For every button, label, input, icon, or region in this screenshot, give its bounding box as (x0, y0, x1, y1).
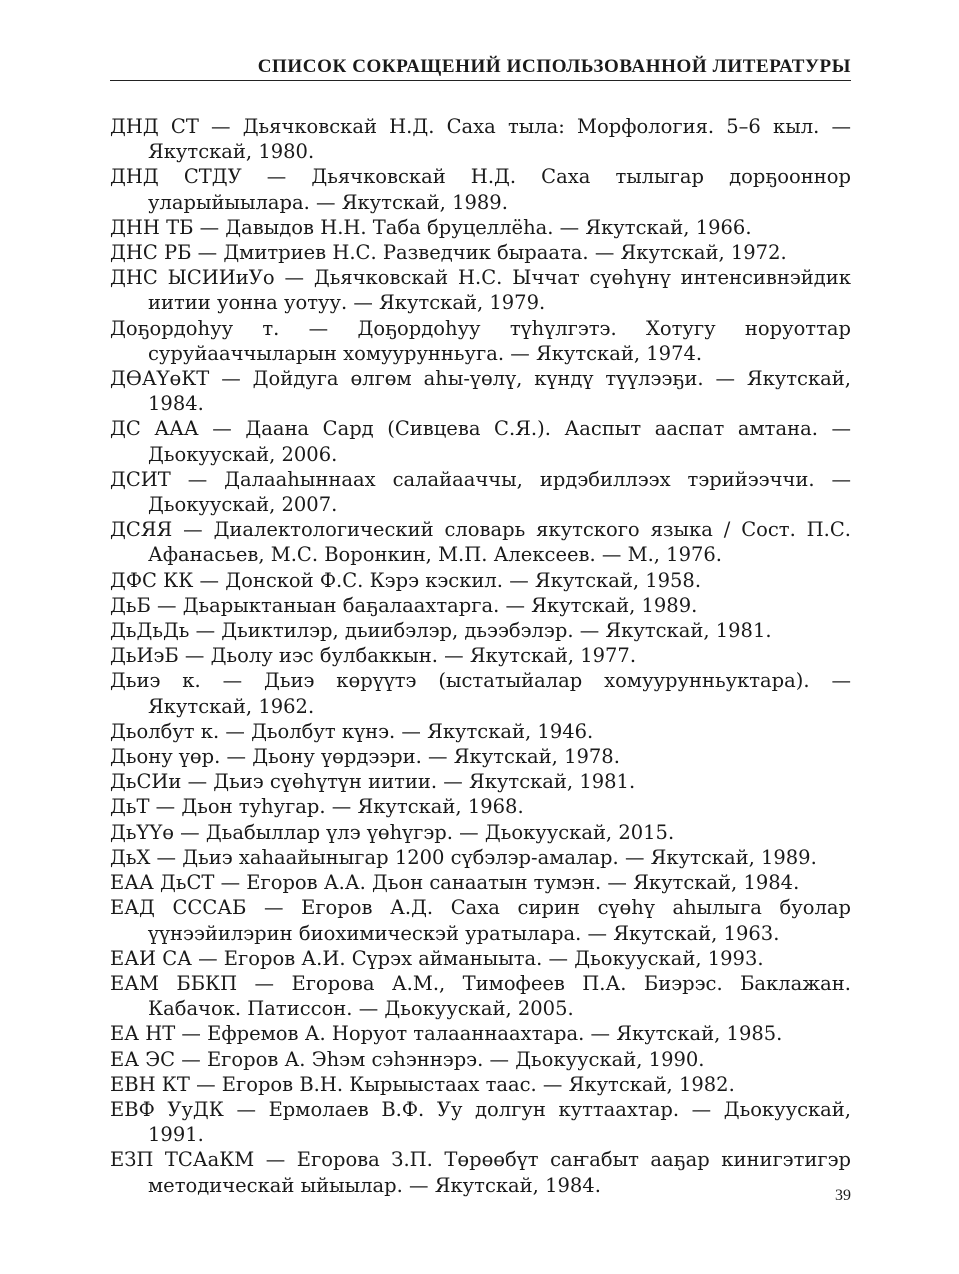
list-item: ДьБ — Дьарыктаныан баҕалаахтарга. — Якутскай, 1989. (110, 593, 698, 617)
list-item: ДНД СТ — Дьячковскай Н.Д. Саха тыла: Морфология. 5–6 кыл. — Якутскай, 1980. (110, 115, 851, 164)
list-item: ЕАМ ББКП — Егорова А.М., Тимофеев П.А. Биэрэс. Баклажан. Кабачок. Патиссон. — Дьокуускай, 2005. (110, 971, 851, 1021)
list-item: ДСЯЯ — Диалектологический словарь якутского языка / Сост. П.С. Афанасьев, М.С. Воронкин, М.П. Алексеев. — М., 1976. (110, 518, 851, 567)
list-item: ДьТ — Дьон туһугар. — Якутскай, 1968. (110, 795, 524, 819)
list-item: ЕАИ СА — Егоров А.И. Сүрэх айманыыта. — Дьокуускай, 1993. (110, 946, 764, 970)
list-item: ЕВН КТ — Егоров В.Н. Кырыыстаах таас. — Якутскай, 1982. (110, 1072, 735, 1096)
list-item: ДНС РБ — Дмитриев Н.С. Разведчик быраата. — Якутскай, 1972. (110, 241, 787, 265)
list-item: ДНН ТБ — Давыдов Н.Н. Таба бруцеллёһа. — Якутскай, 1966. (110, 215, 752, 239)
list-item: Дьолбут к. — Дьолбут күнэ. — Якутскай, 1946. (110, 719, 594, 743)
list-item: Дьиэ к. — Дьиэ көрүүтэ (ыстатыйалар хомуурунньуктара). — Якутскай, 1962. (110, 669, 851, 718)
list-item: ЕВФ УуДК — Ермолаев В.Ф. Уу долгун куттаахтар. — Дьокуускай, 1991. (110, 1097, 851, 1147)
list-item: ДНС ЫСИИиУо — Дьячковскай Н.С. Ыччат сүөһүнү интенсивнэйдик иитии уонна уотуу. — Якутскай, 1979. (110, 266, 851, 315)
abbreviation-list (110, 114, 851, 1198)
running-head-title: СПИСОК СОКРАЩЕНИЙ ИСПОЛЬЗОВАННОЙ ЛИТЕРАТУРЫ (257, 56, 851, 77)
header-divider (110, 80, 851, 81)
list-item: Доҕордоһуу т. — Доҕордоһуу түһүлгэтэ. Хотугу норуоттар суруйааччыларын хомуурунньуга. — Якутскай, 1974. (110, 316, 851, 365)
list-item: ДС ААА — Даана Сард (Сивцева С.Я.). Ааспыт ааспат амтана. — Дьокуускай, 2006. (110, 417, 851, 466)
list-item: ДьИэБ — Дьолу иэс булбаккын. — Якутскай, 1977. (110, 644, 637, 668)
list-item: ДӨАҮөКТ — Дойдуга өлгөм аһы-үөлү, күндү түүлээҕи. — Якутскай, 1984. (110, 367, 851, 416)
list-item: ДьСИи — Дьиэ сүөһүтүн иитии. — Якутскай, 1981. (110, 770, 636, 794)
list-item: ДьДьДь — Дьиктилэр, дьиибэлэр, дьээбэлэр. — Якутскай, 1981. (110, 619, 772, 643)
list-item: Дьону үөр. — Дьону үөрдээри. — Якутскай, 1978. (110, 745, 620, 769)
page-number: 39 (835, 1187, 851, 1204)
list-item: ДьҮҮө — Дьабыллар үлэ үөһүгэр. — Дьокуускай, 2015. (110, 820, 675, 844)
list-item: ДФС КК — Донской Ф.С. Кэрэ кэскил. — Якутскай, 1958. (110, 568, 702, 592)
list-item: ЕЗП ТСАаКМ — Егорова З.П. Төрөөбүт саҥабыт ааҕар кинигэтигэр методическай ыйыылар. — Якутскай, 1984. (110, 1148, 851, 1197)
list-item: ЕА НТ — Ефремов А. Норуот талааннаахтара. — Якутскай, 1985. (110, 1022, 783, 1046)
list-item: ЕА ЭС — Егоров А. Эһэм сэһэннэрэ. — Дьокуускай, 1990. (110, 1047, 705, 1071)
list-item: ДНД СТДУ — Дьячковскай Н.Д. Саха тылыгар дорҕооннор уларыйыылара. — Якутскай, 1989. (110, 165, 851, 214)
list-item: ДьХ — Дьиэ хаһаайыныгар 1200 сүбэлэр-амалар. — Якутскай, 1989. (110, 845, 817, 869)
list-item: ДСИТ — Далааһыннаах салайааччы, ирдэбиллээх тэрийээччи. — Дьокуускай, 2007. (110, 467, 851, 517)
list-item: ЕАД СССАБ — Егоров А.Д. Саха сирин сүөһү аһылыга буолар үүнээйилэрин биохимическэй уратылара. — Якутскай, 1963. (110, 896, 851, 945)
list-item: ЕАА ДьСТ — Егоров А.А. Дьон санаатын тумэн. — Якутскай, 1984. (110, 871, 800, 895)
